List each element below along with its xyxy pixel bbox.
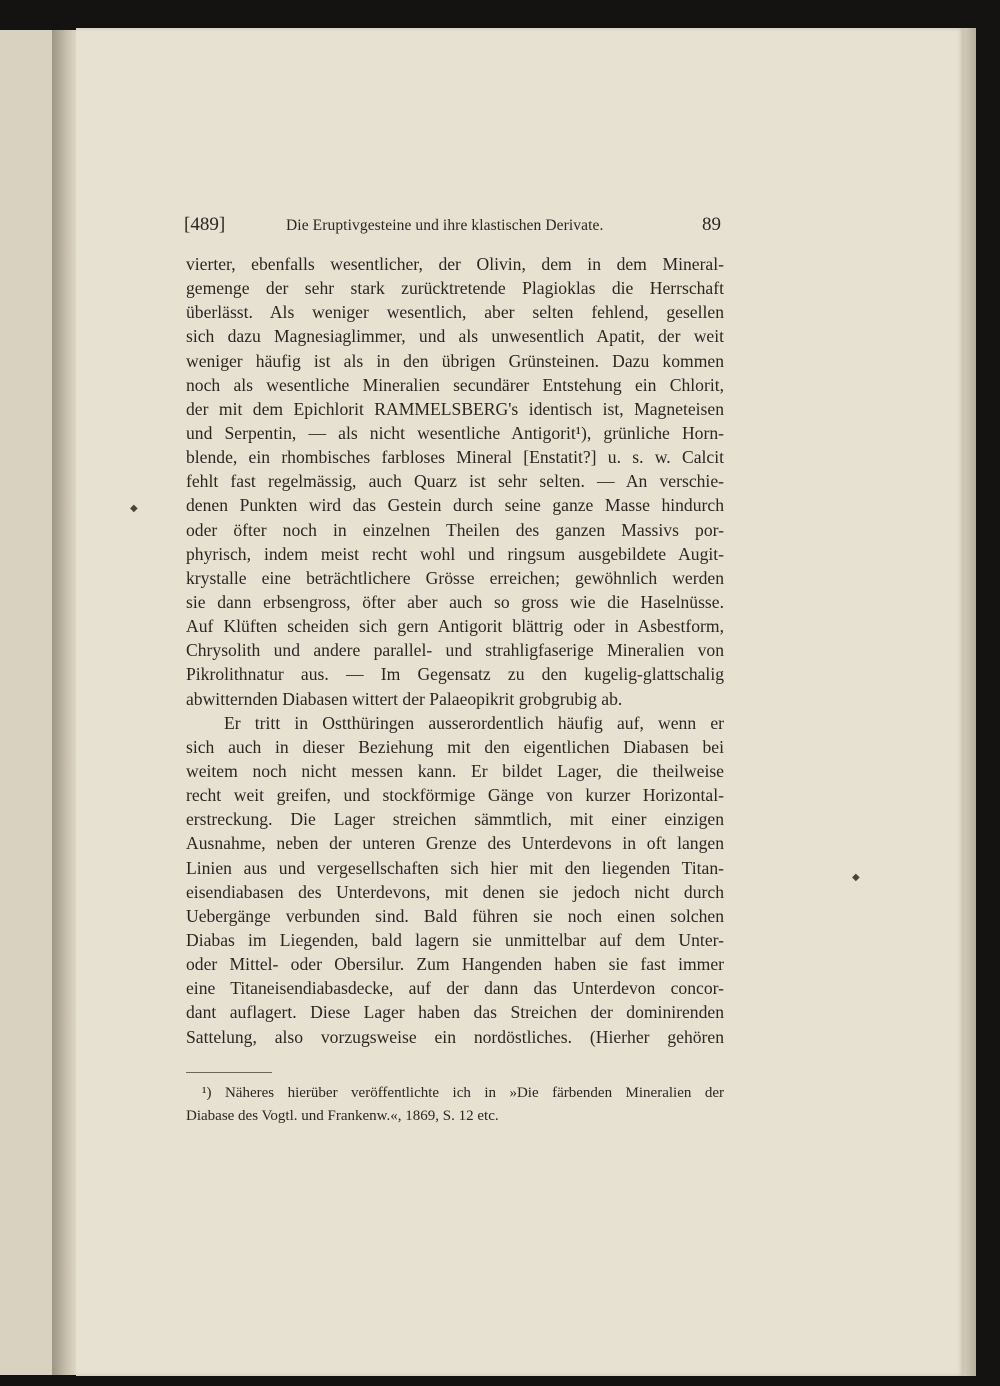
running-title: Die Eruptivgesteine und ihre klastischen Derivate. (286, 217, 604, 234)
text-line: Uebergänge verbunden sind. Bald führen sie noch einen solchen (186, 905, 724, 926)
text-line: Pikrolithnatur aus. — Im Gegensatz zu den kugelig-glattschalig (186, 664, 724, 685)
text-line: blende, ein rhombisches farbloses Mineral [Enstatit?] u. s. w. Calcit (186, 447, 724, 468)
text-line: gemenge der sehr stark zurücktretende Plagioklas die Herrschaft (186, 278, 724, 299)
book-gutter (52, 30, 76, 1375)
footnote-divider (186, 1072, 272, 1073)
text-line: Chrysolith und andere parallel- und strahligfaserige Mineralien von (186, 640, 724, 661)
text-line: Auf Klüften scheiden sich gern Antigorit blättrig oder in Asbestform, (186, 616, 724, 637)
page-number: 89 (702, 214, 721, 235)
footnote (186, 1082, 724, 1128)
paragraph-start-line: Er tritt in Ostthüringen ausserordentlich häufig auf, wenn er (224, 712, 724, 733)
footnote-line: Diabase des Vogtl. und Frankenw.«, 1869, S. 12 etc. (186, 1108, 499, 1124)
paragraph-end-line: abwitternden Diabasen wittert der Palaeopikrit grobgrubig ab. (186, 688, 623, 709)
text-line: eine Titaneisendiabasdecke, auf der dann das Unterdevon concor- (186, 978, 724, 999)
ink-speck-mark: ◆ (130, 503, 138, 514)
text-line: fehlt fast regelmässig, auch Quarz ist sehr selten. — An verschie- (186, 471, 724, 492)
text-line: Linien aus und vergesellschaften sich hier mit den liegenden Titan- (186, 857, 724, 878)
text-line: oder Mittel- oder Obersilur. Zum Hangenden haben sie fast immer (186, 954, 724, 975)
text-line: weniger häufig ist als in den übrigen Grünsteinen. Dazu kommen (186, 350, 724, 371)
text-line: noch als wesentliche Mineralien secundärer Entstehung ein Chlorit, (186, 374, 724, 395)
text-line: sich dazu Magnesiaglimmer, und als unwesentlich Apatit, der weit (186, 326, 724, 347)
text-line: Ausnahme, neben der unteren Grenze des Unterdevons in oft langen (186, 833, 724, 854)
text-line: denen Punkten wird das Gestein durch seine ganze Masse hindurch (186, 495, 724, 516)
text-line: Sattelung, also vorzugsweise ein nordöstliches. (Hierher gehören (186, 1026, 724, 1047)
text-line: erstreckung. Die Lager streichen sämmtlich, mit einer einzigen (186, 809, 724, 830)
text-line: eisendiabasen des Unterdevons, mit denen sie jedoch nicht durch (186, 881, 724, 902)
text-line: phyrisch, indem meist recht wohl und ringsum ausgebildete Augit- (186, 543, 724, 564)
text-line: recht weit greifen, und stockförmige Gänge von kurzer Horizontal- (186, 785, 724, 806)
text-line: überlässt. Als weniger wesentlich, aber selten fehlend, gesellen (186, 302, 724, 323)
text-line: sich auch in dieser Beziehung mit den eigentlichen Diabasen bei (186, 736, 724, 757)
body-text (186, 252, 724, 1049)
text-line: sie dann erbsengross, öfter aber auch so gross wie die Haselnüsse. (186, 591, 724, 612)
text-line: oder öfter noch in einzelnen Theilen des ganzen Massivs por- (186, 519, 724, 540)
left-page-edge (0, 30, 52, 1375)
text-line: krystalle eine beträchtlichere Grösse erreichen; gewöhnlich werden (186, 567, 724, 588)
text-line: und Serpentin, — als nicht wesentliche Antigorit¹), grünliche Horn- (186, 422, 724, 443)
footnote-line: ¹) Näheres hierüber veröffentlichte ich in »Die färbenden Mineralien der (202, 1085, 724, 1101)
page-edge-shadow (964, 28, 976, 1376)
page-reference: [489] (184, 214, 226, 235)
running-header (184, 214, 721, 240)
text-line: vierter, ebenfalls wesentlicher, der Olivin, dem in dem Mineral- (186, 254, 724, 274)
text-line: Diabas im Liegenden, bald lagern sie unmittelbar auf dem Unter- (186, 929, 724, 950)
text-line: der mit dem Epichlorit RAMMELSBERG's identisch ist, Magneteisen (186, 398, 724, 419)
text-line: dant auflagert. Diese Lager haben das Streichen der dominirenden (186, 1002, 724, 1023)
text-line: weitem noch nicht messen kann. Er bildet Lager, die theilweise (186, 760, 724, 781)
ink-speck-mark: ◆ (852, 872, 860, 883)
